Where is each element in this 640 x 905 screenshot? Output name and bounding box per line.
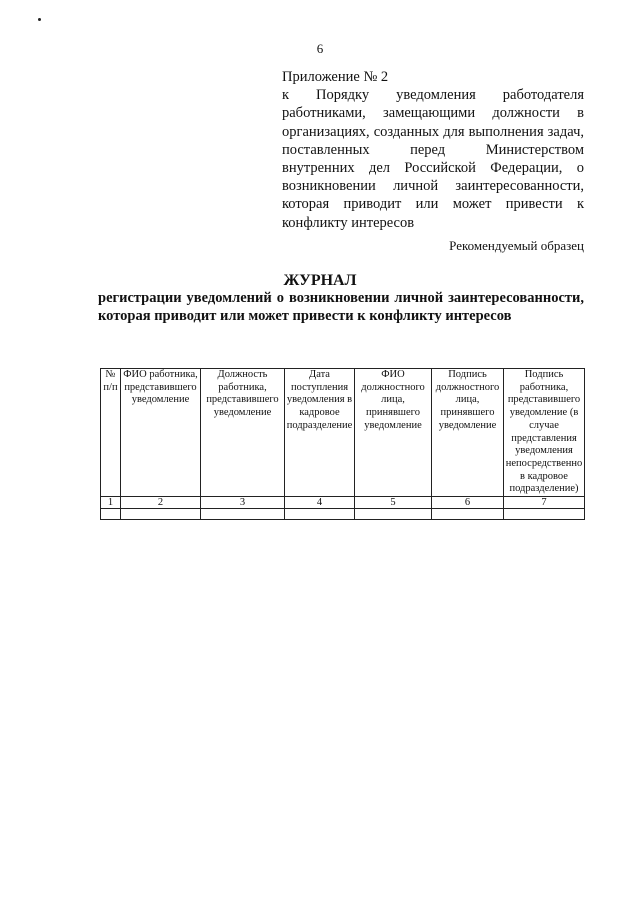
table-cell (355, 509, 432, 520)
appendix-text: к Порядку уведомления работодателя работниками, замещающими должности в организациях, созданных для выполнения задач, поставленных перед Министерством внутренних дел Российской Федерации, о возникновении личной заинтересованности, которая приводит или может привести к конфликту интересов (282, 87, 584, 231)
table-cell (201, 509, 285, 520)
column-number: 2 (121, 497, 201, 509)
table-cell (504, 509, 585, 520)
header-number: № п/п (101, 369, 121, 497)
table-cell (121, 509, 201, 520)
header-employee-name: ФИО работника, представившего уведомление (121, 369, 201, 497)
journal-title: ЖУРНАЛ (283, 272, 357, 289)
table-cell (432, 509, 504, 520)
column-number: 7 (504, 497, 585, 509)
column-number: 4 (285, 497, 355, 509)
column-number: 1 (101, 497, 121, 509)
table-row (101, 509, 585, 520)
column-number: 5 (355, 497, 432, 509)
scan-artifact-dot (38, 18, 41, 21)
header-employee-position: Должность работника, представившего уведомление (201, 369, 285, 497)
column-number: 3 (201, 497, 285, 509)
appendix-block (282, 68, 584, 232)
header-official-name: ФИО должностного лица, принявшего уведомление (355, 369, 432, 497)
table-header-row (101, 369, 585, 497)
journal-subtitle: регистрации уведомлений о возникновении личной заинтересованности, которая приводит или может привести к конфликту интересов (98, 290, 584, 324)
table-cell (285, 509, 355, 520)
header-employee-signature: Подпись работника, представившего уведомление (в случае представления уведомления непосредственно в кадровое подразделение) (504, 369, 585, 497)
table-cell (101, 509, 121, 520)
sample-label: Рекомендуемый образец (449, 238, 584, 253)
header-receipt-date: Дата поступления уведомления в кадровое подразделение (285, 369, 355, 497)
column-number: 6 (432, 497, 504, 509)
table-numbering-row (101, 497, 585, 509)
header-official-signature: Подпись должностного лица, принявшего уведомление (432, 369, 504, 497)
appendix-title: Приложение № 2 (282, 69, 389, 85)
page-number: 6 (316, 41, 324, 56)
registration-table (100, 368, 585, 520)
